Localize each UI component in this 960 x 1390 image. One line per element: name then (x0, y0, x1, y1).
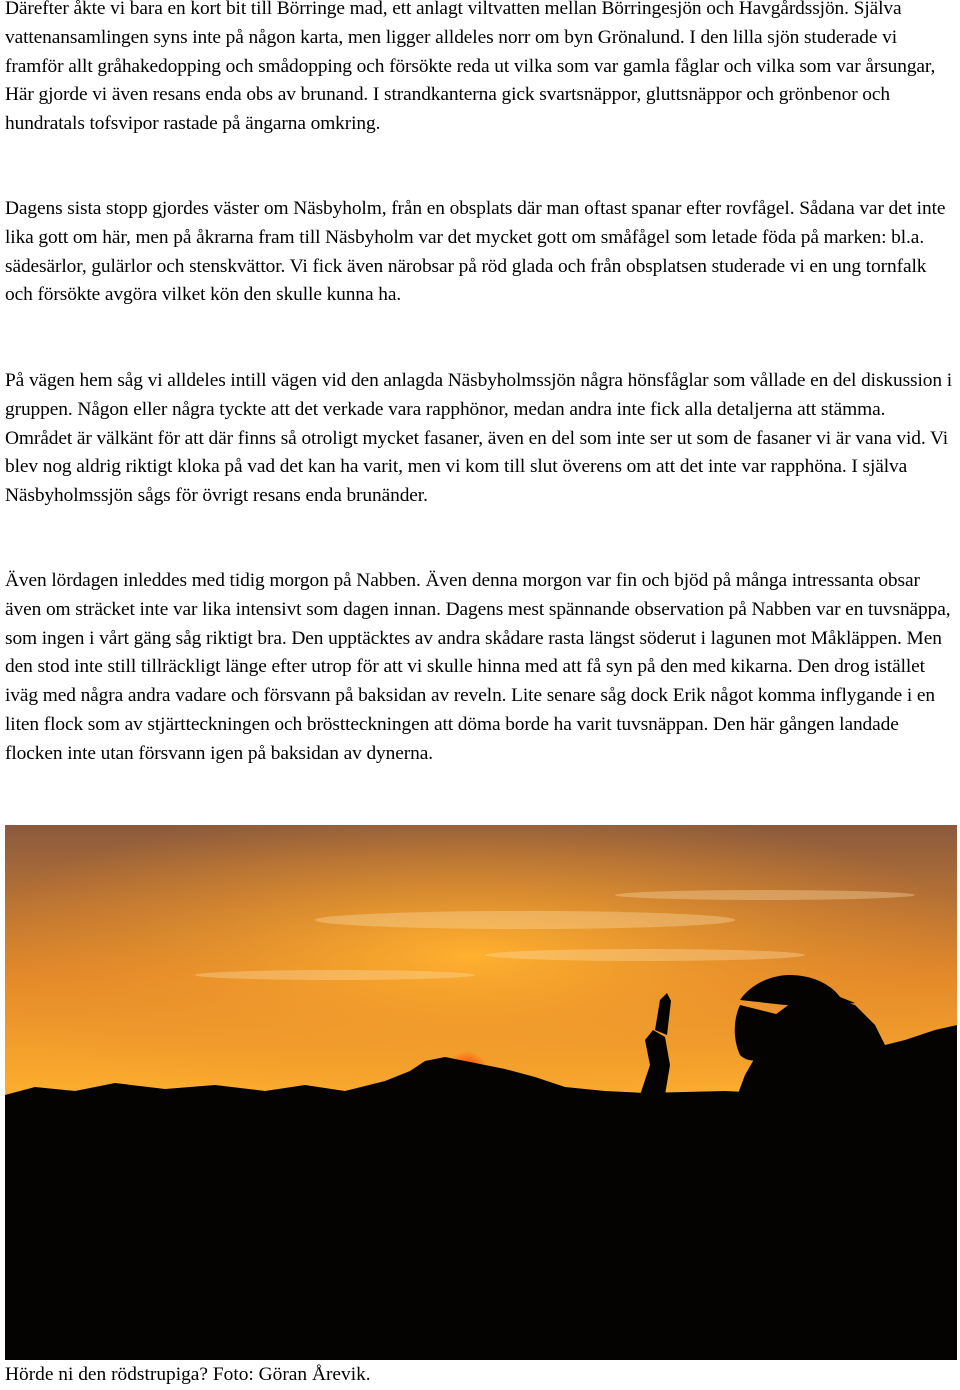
paragraph: På vägen hem såg vi alldeles intill vägen vid den anlagda Näsbyholmssjön några hönsfåglar som vållade en del diskussion i gruppen. Någon eller några tyckte att det verkade vara rapphönor, medan andra inte fick alla detaljerna att stämma. Området är välkänt för att där finns så otroligt mycket fasaner, även en del som inte ser ut som de fasaner vi är vana vid. Vi blev nog aldrig riktigt kloka på vad det kan ha varit, men vi kom till slut överens om att det inte var rapphöna. I själva Näsbyholmssjön sågs för övrigt resans enda brunänder. (5, 370, 952, 506)
paragraph: Dagens sista stopp gjordes väster om Näsbyholm, från en obsplats där man oftast spanar efter rovfågel. Sådana var det inte lika gott om här, men på åkrarna fram till Näsbyholm var det mycket gott om småfågel som letade föda på marken: bl.a. sädesärlor, gulärlor och stenskvättor. Vi fick även närobsar på röd glada och från obsplatsen studerade vi en ung tornfalk och försökte avgöra vilket kön den skulle kunna ha. (5, 198, 946, 306)
photo-caption: Hörde ni den rödstrupiga? Foto: Göran Årevik. (5, 1364, 371, 1385)
paragraph: Även lördagen inleddes med tidig morgon på Nabben. Även denna morgon var fin och bjöd på många intressanta obsar även om sträcket inte var lika intensivt som dagen innan. Dagens mest spännande observation på Nabben var en tuvsnäppa, som ingen i vårt gäng såg riktigt bra. Den upptäcktes av andra skådare rasta längst söderut i lagunen mot Måkläppen. Men den stod inte still tillräckligt länge efter utrop för att vi skulle hinna med att få syn på den med kikarna. Den drog istället iväg med några andra vadare och försvann på baksidan av reveln. Lite senare såg dock Erik något komma inflygande i en liten flock som av stjärtteckningen och bröstteckningen att döma borde ha varit tuvsnäppan. Den här gången landade flocken inte utan försvann igen på baksidan av dynerna. (5, 570, 951, 764)
photo-image (5, 825, 957, 1360)
sunset-birdwatcher-photo (5, 825, 957, 1360)
paragraph: Därefter åkte vi bara en kort bit till Börringe mad, ett anlagt viltvatten mellan Börringesjön och Havgårdssjön. Själva vattenansamlingen syns inte på någon karta, men ligger alldeles norr om byn Grönalund. I den lilla sjön studerade vi framför allt gråhakedopping och smådopping och försökte reda ut vilka som var gamla fåglar och vilka som var årsungar, Här gjorde vi även resans enda obs av brunand. I strandkanterna gick svartsnäppor, gluttsnäppor och grönbenor och hundratals tofsvipor rastade på ängarna omkring. (5, 0, 936, 134)
